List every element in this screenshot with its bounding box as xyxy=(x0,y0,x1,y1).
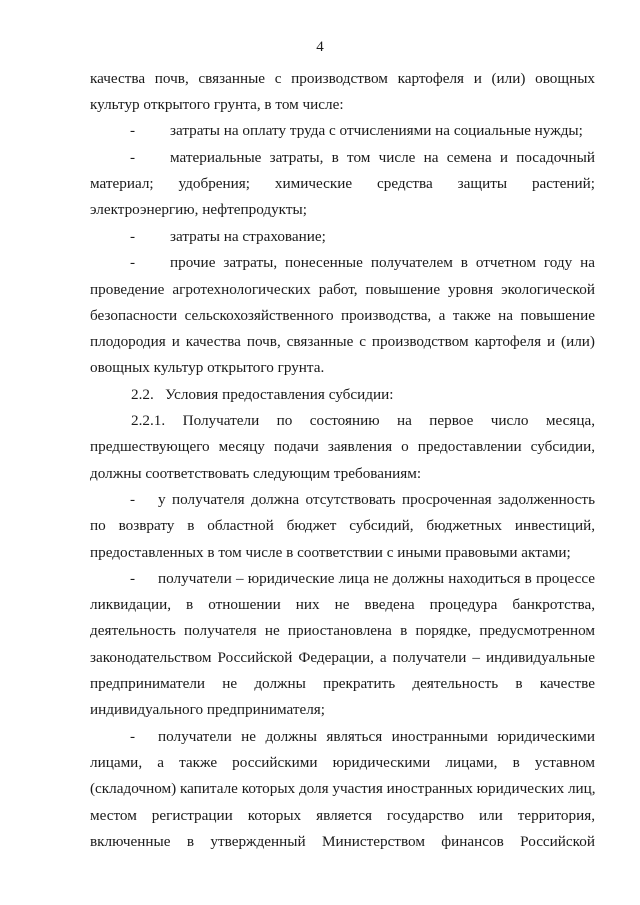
text-line: законодательством Российской Федерации, а получатели – индивидуальные xyxy=(90,649,595,666)
text-line: культур открытого грунта, в том числе: xyxy=(90,96,344,113)
text-line: электроэнергию, нефтепродукты; xyxy=(90,201,307,218)
list-dash: - xyxy=(130,254,136,271)
list-dash: - xyxy=(130,491,136,508)
text-line: безопасности сельскохозяйственного производства, а также на повышение xyxy=(90,307,595,324)
section-heading: 2.2. Условия предоставления субсидии: xyxy=(131,386,394,403)
list-dash: - xyxy=(130,570,136,587)
list-dash: - xyxy=(130,149,136,166)
text-line: проведение агротехнологических работ, повышение уровня экологической xyxy=(90,281,595,298)
text-line: предоставленных в том числе в соответствии с иными правовыми актами; xyxy=(90,544,571,561)
text-line: местом регистрации которых является государство или территория, xyxy=(90,807,595,824)
text-line: индивидуального предпринимателя; xyxy=(90,701,325,718)
text-line: ликвидации, в отношении них не введена процедура банкротства, xyxy=(90,596,595,613)
list-dash: - xyxy=(130,122,136,139)
page-number: 4 xyxy=(316,39,324,55)
text-line: 2.2.1. Получатели по состоянию на первое число месяца, xyxy=(131,412,595,429)
text-line: деятельность получателя не приостановлена в порядке, предусмотренном xyxy=(90,622,595,639)
text-line: предшествующего месяцу подачи заявления о предоставлении субсидии, xyxy=(90,438,595,455)
text-line: затраты на оплату труда с отчислениями на социальные нужды; xyxy=(170,122,583,139)
text-line: прочие затраты, понесенные получателем в отчетном году на xyxy=(170,254,595,271)
text-line: по возврату в областной бюджет субсидий, бюджетных инвестиций, xyxy=(90,517,595,534)
text-line: овощных культур открытого грунта. xyxy=(90,359,325,376)
text-line: получатели не должны являться иностранными юридическими xyxy=(158,728,595,745)
text-line: включенные в утвержденный Министерством финансов Российской xyxy=(90,833,595,850)
list-dash: - xyxy=(130,228,136,245)
text-line: материал; удобрения; химические средства защиты растений; xyxy=(90,175,595,192)
text-line: (складочном) капитале которых доля участия иностранных юридических лиц, xyxy=(90,780,596,797)
text-line: лицами, а также российскими юридическими лицами, в уставном xyxy=(90,754,595,771)
text-line: предприниматели не должны прекратить деятельность в качестве xyxy=(90,675,595,692)
text-line: плодородия и качества почв, связанные с производством картофеля и (или) xyxy=(90,333,595,350)
text-line: материальные затраты, в том числе на семена и посадочный xyxy=(170,149,595,166)
text-line: качества почв, связанные с производством картофеля и (или) овощных xyxy=(90,70,595,87)
list-dash: - xyxy=(130,728,136,745)
text-line: затраты на страхование; xyxy=(170,228,326,245)
text-line: у получателя должна отсутствовать просроченная задолженность xyxy=(158,491,595,508)
text-line: должны соответствовать следующим требованиям: xyxy=(90,465,422,482)
text-line: получатели – юридические лица не должны находиться в процессе xyxy=(158,570,595,587)
